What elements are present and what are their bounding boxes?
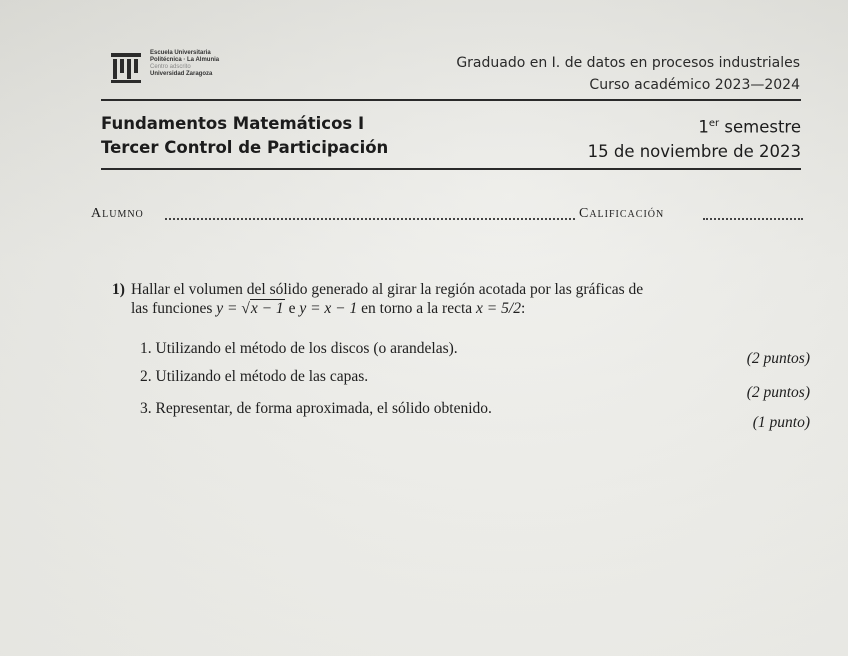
student-fields bbox=[91, 206, 803, 222]
semester-word: semestre bbox=[724, 117, 801, 137]
logo-line-2: Politécnica · La Almunia bbox=[150, 57, 220, 63]
subquestion-points: (2 puntos) bbox=[746, 350, 810, 367]
logo-line-1: Escuela Universitaria bbox=[150, 50, 211, 56]
degree-header bbox=[456, 52, 800, 96]
question-line-2 bbox=[131, 299, 811, 318]
equation-1-radicand: x − 1 bbox=[250, 300, 284, 317]
semester-block bbox=[588, 112, 801, 164]
academic-year: Curso académico 2023—2024 bbox=[589, 77, 800, 93]
university-logo bbox=[110, 48, 270, 88]
header-rule-top bbox=[101, 99, 801, 101]
question-text-c: en torno a la recta bbox=[357, 300, 477, 317]
course-title: Fundamentos Matemáticos I bbox=[101, 114, 365, 133]
exam-date: 15 de noviembre de 2023 bbox=[587, 141, 801, 161]
semester bbox=[588, 112, 801, 140]
subquestion-points: (2 puntos) bbox=[746, 384, 810, 401]
logo-text bbox=[150, 50, 219, 78]
equation-3: x = 5/2 bbox=[476, 300, 521, 317]
logo-line-4: Universidad Zaragoza bbox=[150, 71, 213, 77]
degree-name: Graduado en I. de datos en procesos industriales bbox=[456, 55, 800, 71]
logo-line-3: Centro adscrito bbox=[150, 64, 191, 70]
subquestion-label: 2. Utilizando el método de las capas. bbox=[140, 368, 369, 385]
equation-1-lhs: y = bbox=[216, 300, 242, 317]
question-end: : bbox=[520, 300, 526, 317]
subquestion-label: 3. Representar, de forma aproximada, el sólido obtenido. bbox=[140, 400, 492, 417]
question-statement bbox=[131, 280, 811, 318]
course-block bbox=[101, 112, 388, 160]
equation-2: y = x − 1 bbox=[299, 300, 358, 317]
grade-field[interactable] bbox=[703, 206, 803, 220]
school-emblem-icon bbox=[110, 50, 144, 84]
sqrt-symbol: √ bbox=[241, 300, 250, 317]
student-name-field[interactable] bbox=[165, 206, 575, 220]
exam-title: Tercer Control de Participación bbox=[101, 138, 389, 157]
semester-suffix: er bbox=[708, 118, 720, 129]
semester-number: 1 bbox=[698, 117, 709, 137]
student-label: Alumno bbox=[91, 206, 144, 221]
conjunction: e bbox=[284, 300, 300, 317]
grade-label: Calificación bbox=[579, 206, 665, 221]
question-number: 1) bbox=[112, 281, 125, 298]
question-line-1: Hallar el volumen del sólido generado al girar la región acotada por las gráficas de bbox=[131, 281, 644, 298]
subquestion-label: 1. Utilizando el método de los discos (o arandelas). bbox=[140, 340, 458, 357]
subquestion-points: (1 punto) bbox=[752, 414, 810, 431]
header-rule-bottom bbox=[101, 168, 801, 170]
question-text-b: las funciones bbox=[131, 300, 213, 317]
